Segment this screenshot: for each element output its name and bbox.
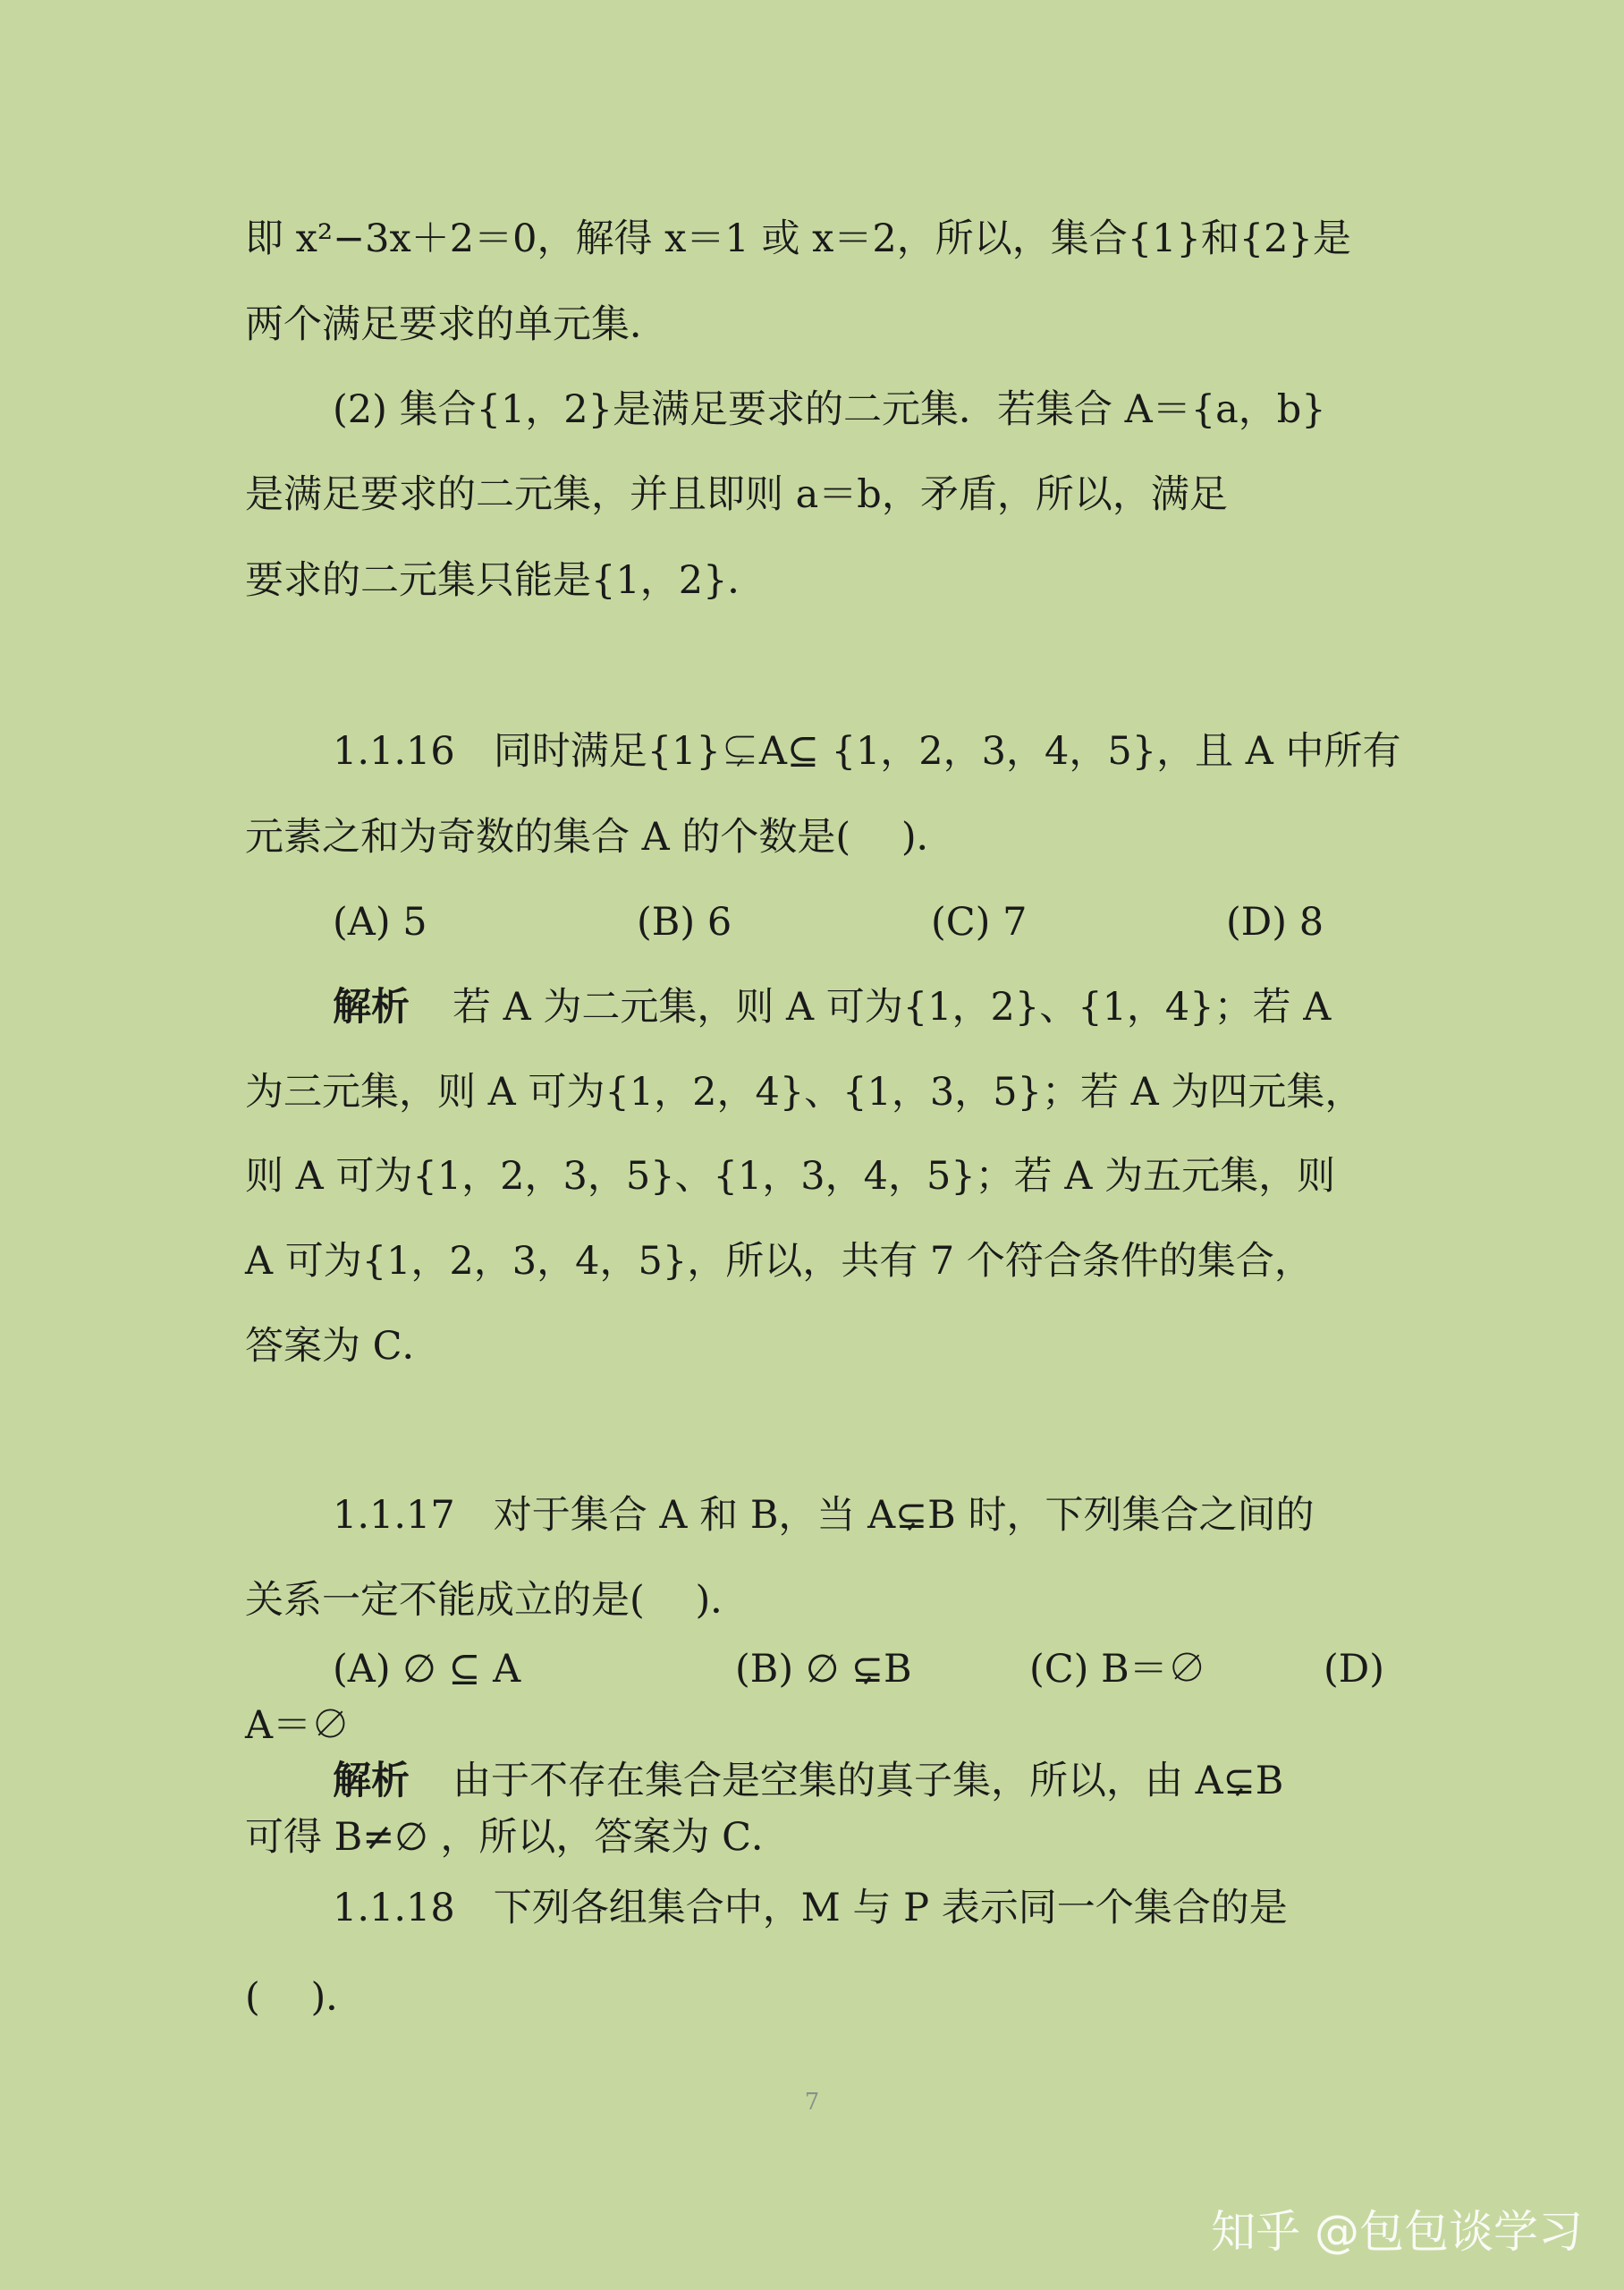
text-line: A＝∅ [245, 1703, 351, 1748]
text-line: 两个满足要求的单元集． [245, 302, 668, 347]
q17-option-c: (C) B＝∅ [1029, 1647, 1206, 1692]
question-1-1-17: 1.1.17 对于集合 A 和 B，当 A⊊B 时，下列集合之间的 [333, 1493, 1315, 1538]
text-line: 要求的二元集只能是{1，2}． [245, 558, 766, 603]
q17-option-b: (B) ∅ ⊊B [735, 1647, 912, 1692]
q16-option-b: (B) 6 [637, 900, 732, 945]
text-line: 是满足要求的二元集，并且即则 a＝b，矛盾，所以，满足 [245, 472, 1228, 517]
q17-option-d: (D) [1324, 1647, 1385, 1692]
text-line: 可得 B≠∅ ，所以，答案为 C． [245, 1815, 790, 1860]
analysis-label: 解析 [333, 1759, 410, 1803]
analysis-line [333, 1754, 1283, 1808]
text-span: 由于不存在集合是空集的真子集，所以，由 A⊊B [453, 1759, 1284, 1803]
text-line: 则 A 可为{1，2，3，5}、{1，3，4，5}；若 A 为五元集，则 [245, 1154, 1336, 1199]
text-line: ( )． [245, 1975, 365, 2020]
text-line: A 可为{1，2，3，4，5}，所以，共有 7 个符合条件的集合， [245, 1239, 1313, 1284]
text-line: 为三元集，则 A 可为{1，2，4}、{1，3，5}；若 A 为四元集， [245, 1070, 1364, 1115]
text-line: 关系一定不能成立的是( )． [245, 1578, 749, 1623]
analysis-label: 解析 [333, 985, 410, 1030]
q16-option-c: (C) 7 [931, 900, 1028, 945]
text-line: 即 x²−3x＋2＝0，解得 x＝1 或 x＝2，所以，集合{1}和{2}是 [245, 216, 1351, 261]
q16-option-d: (D) 8 [1226, 900, 1324, 945]
analysis-line [333, 980, 1331, 1034]
page-number: 7 [804, 2089, 820, 2116]
q16-option-a: (A) 5 [333, 900, 427, 945]
question-1-1-16: 1.1.16 同时满足{1}⊊A⊆ {1，2，3，4，5}，且 A 中所有 [333, 729, 1401, 774]
text-line: 元素之和为奇数的集合 A 的个数是( )． [245, 815, 955, 860]
q17-option-a: (A) ∅ ⊆ A [333, 1647, 521, 1692]
text-span: 若 A 为二元集，则 A 可为{1，2}、{1，4}；若 A [453, 985, 1332, 1030]
text-line: (2) 集合{1，2}是满足要求的二元集．若集合 A＝{a，b} [333, 387, 1326, 432]
text-line: 答案为 C． [245, 1324, 441, 1369]
watermark: 知乎 @包包谈学习 [1211, 2206, 1583, 2258]
question-1-1-18: 1.1.18 下列各组集合中，M 与 P 表示同一个集合的是 [333, 1886, 1288, 1930]
